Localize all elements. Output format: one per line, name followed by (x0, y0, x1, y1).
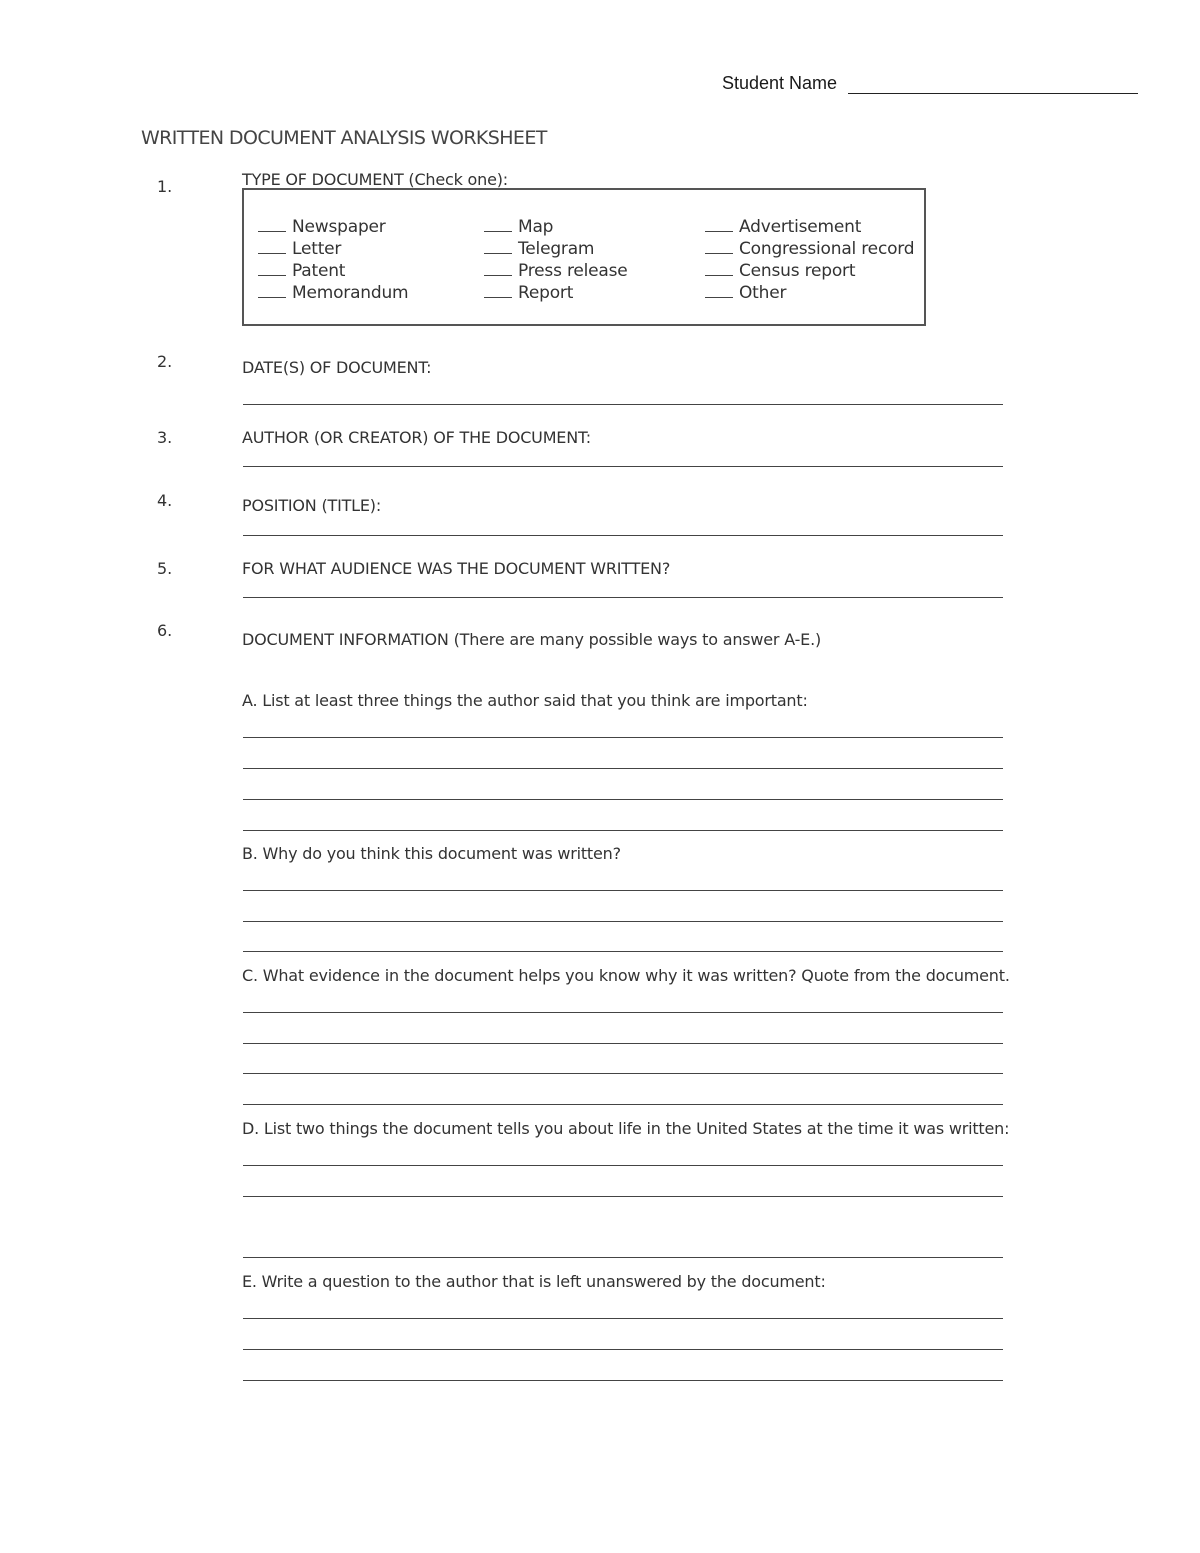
checkbox-blank[interactable] (484, 261, 512, 276)
answer-line-a[interactable] (243, 830, 1003, 831)
checkbox-blank[interactable] (258, 283, 286, 298)
answer-line-b[interactable] (243, 921, 1003, 922)
answer-line-d[interactable] (243, 1257, 1003, 1258)
checkbox-blank[interactable] (258, 261, 286, 276)
option-map[interactable] (484, 217, 553, 237)
option-label: Report (518, 283, 574, 303)
q6-b-prompt: B. Why do you think this document was written? (242, 844, 621, 863)
answer-line-e[interactable] (243, 1380, 1003, 1381)
checkbox-blank[interactable] (484, 283, 512, 298)
student-name-label: Student Name (722, 73, 838, 93)
answer-line-date[interactable] (243, 404, 1003, 405)
q6-e-prompt: E. Write a question to the author that is left unanswered by the document: (242, 1272, 826, 1291)
answer-line-b[interactable] (243, 890, 1003, 891)
answer-line-c[interactable] (243, 1012, 1003, 1013)
option-label: Other (739, 283, 787, 303)
option-label: Press release (518, 261, 628, 281)
answer-line-a[interactable] (243, 768, 1003, 769)
option-label: Congressional record (739, 239, 915, 259)
option-label: Advertisement (739, 217, 862, 237)
answer-line-audience[interactable] (243, 597, 1003, 598)
option-label: Census report (739, 261, 856, 281)
option-label: Telegram (518, 239, 595, 259)
option-census-report[interactable] (705, 261, 855, 281)
checkbox-blank[interactable] (258, 217, 286, 232)
option-newspaper[interactable] (258, 217, 386, 237)
answer-line-d[interactable] (243, 1196, 1003, 1197)
option-label: Map (518, 217, 554, 237)
q4-label: POSITION (TITLE): (242, 496, 382, 515)
q6-number: 6. (157, 621, 173, 640)
option-patent[interactable] (258, 261, 345, 281)
checkbox-blank[interactable] (484, 217, 512, 232)
checkbox-blank[interactable] (705, 261, 733, 276)
answer-line-c[interactable] (243, 1104, 1003, 1105)
q5-label: FOR WHAT AUDIENCE WAS THE DOCUMENT WRITTEN? (242, 559, 671, 578)
q1-label: TYPE OF DOCUMENT (Check one): (242, 170, 508, 189)
option-telegram[interactable] (484, 239, 594, 259)
option-other[interactable] (705, 283, 786, 303)
answer-line-e[interactable] (243, 1349, 1003, 1350)
answer-line-a[interactable] (243, 799, 1003, 800)
checkbox-blank[interactable] (705, 217, 733, 232)
answer-line-e[interactable] (243, 1318, 1003, 1319)
answer-line-author[interactable] (243, 466, 1003, 467)
q6-a-prompt: A. List at least three things the author said that you think are important: (242, 691, 808, 710)
checkbox-blank[interactable] (705, 239, 733, 254)
q4-number: 4. (157, 491, 173, 510)
q6-d-prompt: D. List two things the document tells you about life in the United States at the time it was written: (242, 1119, 1010, 1138)
q5-number: 5. (157, 559, 173, 578)
q2-label: DATE(S) OF DOCUMENT: (242, 358, 432, 377)
option-label: Patent (292, 261, 346, 281)
option-advertisement[interactable] (705, 217, 861, 237)
answer-line-c[interactable] (243, 1043, 1003, 1044)
answer-line-d[interactable] (243, 1165, 1003, 1166)
checkbox-blank[interactable] (484, 239, 512, 254)
q2-number: 2. (157, 352, 173, 371)
option-press-release[interactable] (484, 261, 628, 281)
option-label: Newspaper (292, 217, 386, 237)
q6-label: DOCUMENT INFORMATION (There are many possible ways to answer A-E.) (242, 630, 821, 649)
q3-number: 3. (157, 428, 173, 447)
answer-line-b[interactable] (243, 951, 1003, 952)
option-label: Letter (292, 239, 342, 259)
page-title: WRITTEN DOCUMENT ANALYSIS WORKSHEET (141, 127, 547, 149)
answer-line-position[interactable] (243, 535, 1003, 536)
option-congressional-record[interactable] (705, 239, 914, 259)
option-letter[interactable] (258, 239, 341, 259)
answer-line-c[interactable] (243, 1073, 1003, 1074)
q6-c-prompt: C. What evidence in the document helps you know why it was written? Quote from the document. (242, 966, 1010, 985)
answer-line-a[interactable] (243, 737, 1003, 738)
student-name-field[interactable] (848, 93, 1138, 94)
option-label: Memorandum (292, 283, 409, 303)
option-report[interactable] (484, 283, 573, 303)
option-memorandum[interactable] (258, 283, 408, 303)
checkbox-blank[interactable] (705, 283, 733, 298)
q1-number: 1. (157, 177, 173, 196)
checkbox-blank[interactable] (258, 239, 286, 254)
q3-label: AUTHOR (OR CREATOR) OF THE DOCUMENT: (242, 428, 591, 447)
